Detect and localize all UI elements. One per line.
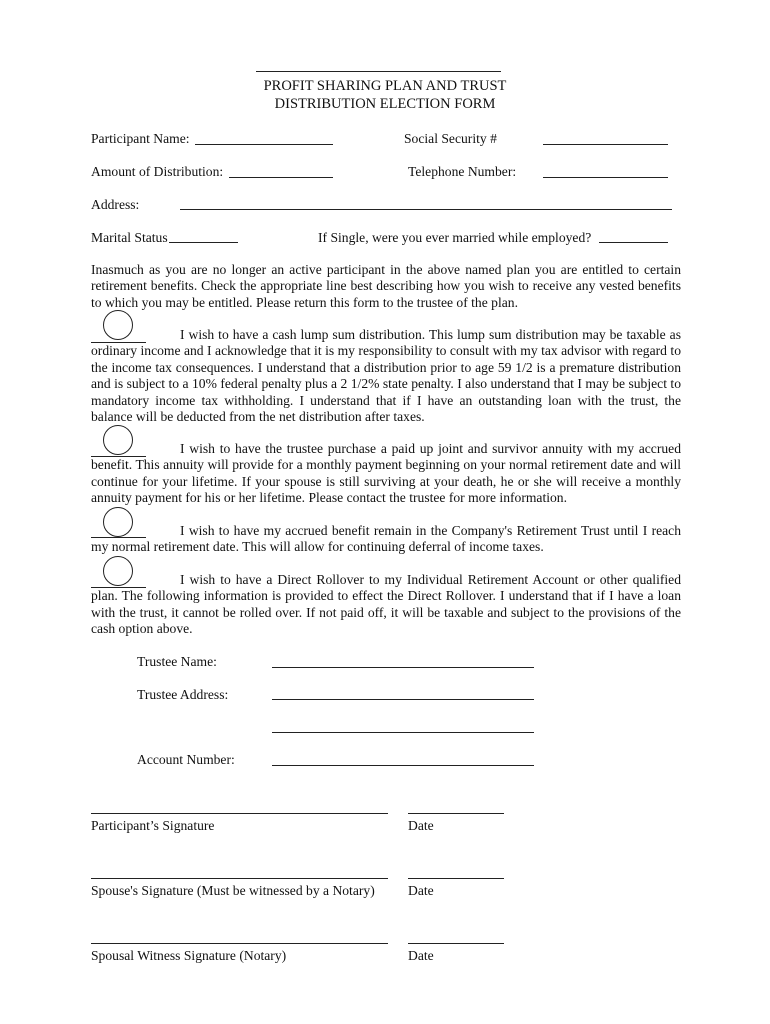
- option-direct-rollover: [91, 572, 681, 638]
- marital-status-label: Marital Status: [91, 230, 168, 245]
- intro-paragraph: Inasmuch as you are no longer an active participant in the above named plan you are entitled to certain retirement benefits. Check the appropriate line best describing how you wish to receive any vested benefits to which you may be entitled. Please return this form to the trustee of the plan.: [91, 262, 681, 310]
- account-number-field[interactable]: [272, 765, 534, 766]
- option-cash-lump-sum-text: I wish to have a cash lump sum distribution. This lump sum distribution may be taxable as ordinary income and I acknowledge that it is my responsibility to consult with my tax advisor with regard to the income tax consequences. I understand that a distribution prior to age 59 1/2 is a premature distribution and is subject to a 10% federal penalty plus a 2 1/2% state penalty. I also understand that I may be subject to mandatory income tax withholding. I understand that if I have an outstanding loan with the trust, the balance will be deducted from the net distribution after taxes.: [91, 327, 681, 425]
- trustee-address-field-2[interactable]: [272, 732, 534, 733]
- option-annuity-text: I wish to have the trustee purchase a paid up joint and survivor annuity with my accrued benefit. This annuity will provide for a monthly payment beginning on your normal retirement date and will continue for your lifetime. If your spouse is still surviving at your death, he or she will receive a monthly annuity payment for his or her lifetime. Please contact the trustee for more information.: [91, 441, 681, 506]
- option-annuity: [91, 441, 681, 507]
- witness-date-label: Date: [408, 948, 434, 963]
- participant-signature-field[interactable]: [91, 813, 388, 814]
- form-title-line1: PROFIT SHARING PLAN AND TRUST: [263, 78, 507, 94]
- amount-of-distribution-field[interactable]: [229, 177, 333, 178]
- participant-date-field[interactable]: [408, 813, 504, 814]
- social-security-field[interactable]: [543, 144, 668, 145]
- form-title-line2: DISTRIBUTION ELECTION FORM: [274, 96, 496, 112]
- married-question-label: If Single, were you ever married while employed?: [318, 230, 592, 245]
- amount-of-distribution-label: Amount of Distribution:: [91, 164, 224, 179]
- option-remain-in-trust: [91, 523, 681, 556]
- witness-signature-field[interactable]: [91, 943, 388, 944]
- witness-signature-label: Spousal Witness Signature (Notary): [91, 948, 287, 963]
- title-top-rule: [256, 71, 501, 72]
- participant-signature-label: Participant’s Signature: [91, 818, 215, 833]
- spouse-date-field[interactable]: [408, 878, 504, 879]
- participant-name-field[interactable]: [195, 144, 333, 145]
- participant-date-label: Date: [408, 818, 434, 833]
- option-cash-lump-sum: [91, 327, 681, 425]
- option-direct-rollover-text: I wish to have a Direct Rollover to my Individual Retirement Account or other qualified plan. The following information is provided to effect the Direct Rollover. I understand that if I have a loan with the trust, it cannot be rolled over. If not paid off, it will be taxable and subject to the provisions of the cash option above.: [91, 572, 681, 637]
- married-question-field[interactable]: [599, 242, 668, 243]
- address-field[interactable]: [180, 209, 672, 210]
- witness-date-field[interactable]: [408, 943, 504, 944]
- option-remain-in-trust-text: I wish to have my accrued benefit remain in the Company's Retirement Trust until I reach my normal retirement date. This will allow for continuing deferral of income taxes.: [91, 523, 681, 555]
- telephone-number-label: Telephone Number:: [408, 164, 517, 179]
- trustee-address-label: Trustee Address:: [137, 687, 229, 702]
- marital-status-field[interactable]: [169, 242, 238, 243]
- telephone-number-field[interactable]: [543, 177, 668, 178]
- trustee-name-field[interactable]: [272, 667, 534, 668]
- address-label: Address:: [91, 197, 140, 212]
- trustee-address-field-1[interactable]: [272, 699, 534, 700]
- participant-name-label: Participant Name:: [91, 131, 190, 146]
- spouse-signature-label: Spouse's Signature (Must be witnessed by a Notary): [91, 883, 375, 898]
- trustee-name-label: Trustee Name:: [137, 654, 217, 669]
- account-number-label: Account Number:: [137, 752, 235, 767]
- spouse-signature-field[interactable]: [91, 878, 388, 879]
- social-security-label: Social Security #: [404, 131, 497, 146]
- spouse-date-label: Date: [408, 883, 434, 898]
